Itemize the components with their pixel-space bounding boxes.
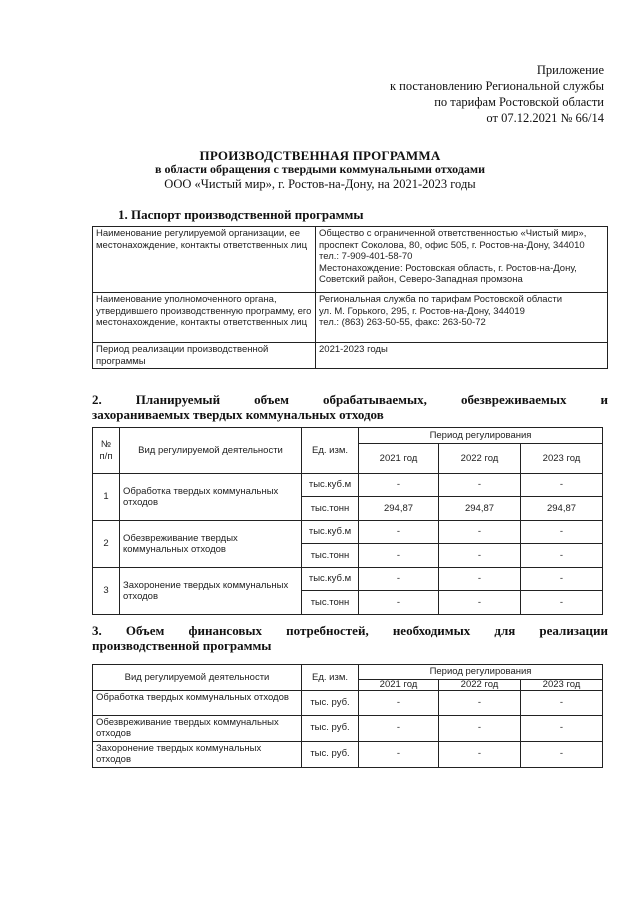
passport-value: 2021-2023 годы xyxy=(316,343,608,369)
row-value: - xyxy=(359,741,439,767)
row-value: - xyxy=(521,690,603,715)
row-unit: тыс. руб. xyxy=(302,741,359,767)
table-row xyxy=(93,521,603,544)
row-value: - xyxy=(521,591,603,615)
row-value: 294,87 xyxy=(359,497,439,521)
volume-table xyxy=(92,427,603,615)
table-row xyxy=(93,741,603,767)
row-num: 1 xyxy=(93,474,120,521)
section-3-heading: 3. Объем финансовых потребностей, необходимых для реализации производственной программы xyxy=(92,623,608,653)
row-unit: тыс.куб.м xyxy=(302,474,359,497)
appendix-block xyxy=(390,62,604,126)
col-header-period: Период регулирования xyxy=(359,428,603,444)
col-header-num: № п/п xyxy=(93,428,120,474)
section-1-heading: 1. Паспорт производственной программы xyxy=(118,207,364,222)
row-activity: Обезвреживание твердых коммунальных отходов xyxy=(93,715,302,741)
row-unit: тыс.куб.м xyxy=(302,521,359,544)
row-unit: тыс. руб. xyxy=(302,715,359,741)
row-value: - xyxy=(439,568,521,591)
col-header-year: 2022 год xyxy=(439,679,521,690)
col-header-period: Период регулирования xyxy=(359,665,603,680)
passport-label: Период реализации производственной программы xyxy=(93,343,316,369)
table-row xyxy=(93,343,608,369)
appendix-line: к постановлению Региональной службы xyxy=(389,79,604,93)
row-num: 3 xyxy=(93,568,120,615)
col-header-unit: Ед. изм. xyxy=(302,428,359,474)
col-header-year: 2023 год xyxy=(521,679,603,690)
passport-label: Наименование регулируемой организации, ее местонахождение, контакты ответственных лиц xyxy=(93,227,316,293)
row-activity: Захоронение твердых коммунальных отходов xyxy=(93,741,302,767)
table-row xyxy=(93,227,608,293)
col-header-activity: Вид регулируемой деятельности xyxy=(120,428,302,474)
col-header-year: 2021 год xyxy=(359,679,439,690)
row-value: - xyxy=(439,521,521,544)
row-value: - xyxy=(359,591,439,615)
table-row xyxy=(93,568,603,591)
row-unit: тыс.тонн xyxy=(302,544,359,568)
col-header-activity: Вид регулируемой деятельности xyxy=(93,665,302,691)
table-row xyxy=(93,690,603,715)
col-header-year: 2022 год xyxy=(439,444,521,474)
row-value: - xyxy=(521,741,603,767)
table-header-row xyxy=(93,665,603,680)
finance-table xyxy=(92,664,603,768)
row-value: - xyxy=(439,544,521,568)
row-value: - xyxy=(439,474,521,497)
row-unit: тыс. руб. xyxy=(302,690,359,715)
row-unit: тыс.куб.м xyxy=(302,568,359,591)
row-unit: тыс.тонн xyxy=(302,591,359,615)
row-value: - xyxy=(359,521,439,544)
passport-label: Наименование уполномоченного органа, утвердившего производственную программу, его местонахождение, контакты ответственных лиц xyxy=(93,293,316,343)
row-value: - xyxy=(439,741,521,767)
table-header-row xyxy=(93,428,603,444)
table-row xyxy=(93,293,608,343)
col-header-year: 2021 год xyxy=(359,444,439,474)
row-value: 294,87 xyxy=(439,497,521,521)
appendix-date: от 07.12.2021 № 66/14 xyxy=(486,111,604,125)
document-title: ПРОИЗВОДСТВЕННАЯ ПРОГРАММА xyxy=(199,148,441,163)
row-value: - xyxy=(521,568,603,591)
row-value: - xyxy=(439,591,521,615)
document-subtitle: в области обращения с твердыми коммунальными отходами xyxy=(154,162,485,176)
row-value: - xyxy=(439,690,521,715)
row-value: - xyxy=(521,474,603,497)
row-value: - xyxy=(359,544,439,568)
appendix-line: по тарифам Ростовской области xyxy=(434,95,604,109)
passport-value: Региональная служба по тарифам Ростовской области ул. М. Горького, 295, г. Ростов-на-Дону, 344019 тел.: (863) 263-50-55, факс: 263-50-72 xyxy=(316,293,608,343)
row-value: - xyxy=(359,715,439,741)
row-value: - xyxy=(359,474,439,497)
row-unit: тыс.тонн xyxy=(302,497,359,521)
row-activity: Обработка твердых коммунальных отходов xyxy=(93,690,302,715)
passport-value: Общество с ограниченной ответственностью «Чистый мир», проспект Соколова, 80, офис 505, г. Ростов-на-Дону, 344010 тел.: 7-909-401-58-70 Местонахождение: Ростовская область, г. Ростов-на-Дону, Советский район, Северо-Западная промзона xyxy=(316,227,608,293)
col-header-year: 2023 год xyxy=(521,444,603,474)
row-num: 2 xyxy=(93,521,120,568)
section-2-heading: 2. Планируемый объем обрабатываемых, обезвреживаемых и захораниваемых твердых коммунальных отходов xyxy=(92,392,608,422)
row-value: - xyxy=(359,568,439,591)
row-value: - xyxy=(521,521,603,544)
col-header-unit: Ед. изм. xyxy=(302,665,359,691)
appendix-line: Приложение xyxy=(536,63,604,77)
row-activity: Захоронение твердых коммунальных отходов xyxy=(120,568,302,615)
row-value: 294,87 xyxy=(521,497,603,521)
row-value: - xyxy=(521,544,603,568)
row-value: - xyxy=(439,715,521,741)
document-subtitle-org: ООО «Чистый мир», г. Ростов-на-Дону, на 2021-2023 годы xyxy=(164,177,476,191)
row-activity: Обезвреживание твердых коммунальных отходов xyxy=(120,521,302,568)
table-row xyxy=(93,474,603,497)
row-value: - xyxy=(521,715,603,741)
table-row xyxy=(93,715,603,741)
row-value: - xyxy=(359,690,439,715)
row-activity: Обработка твердых коммунальных отходов xyxy=(120,474,302,521)
passport-table xyxy=(92,226,608,369)
